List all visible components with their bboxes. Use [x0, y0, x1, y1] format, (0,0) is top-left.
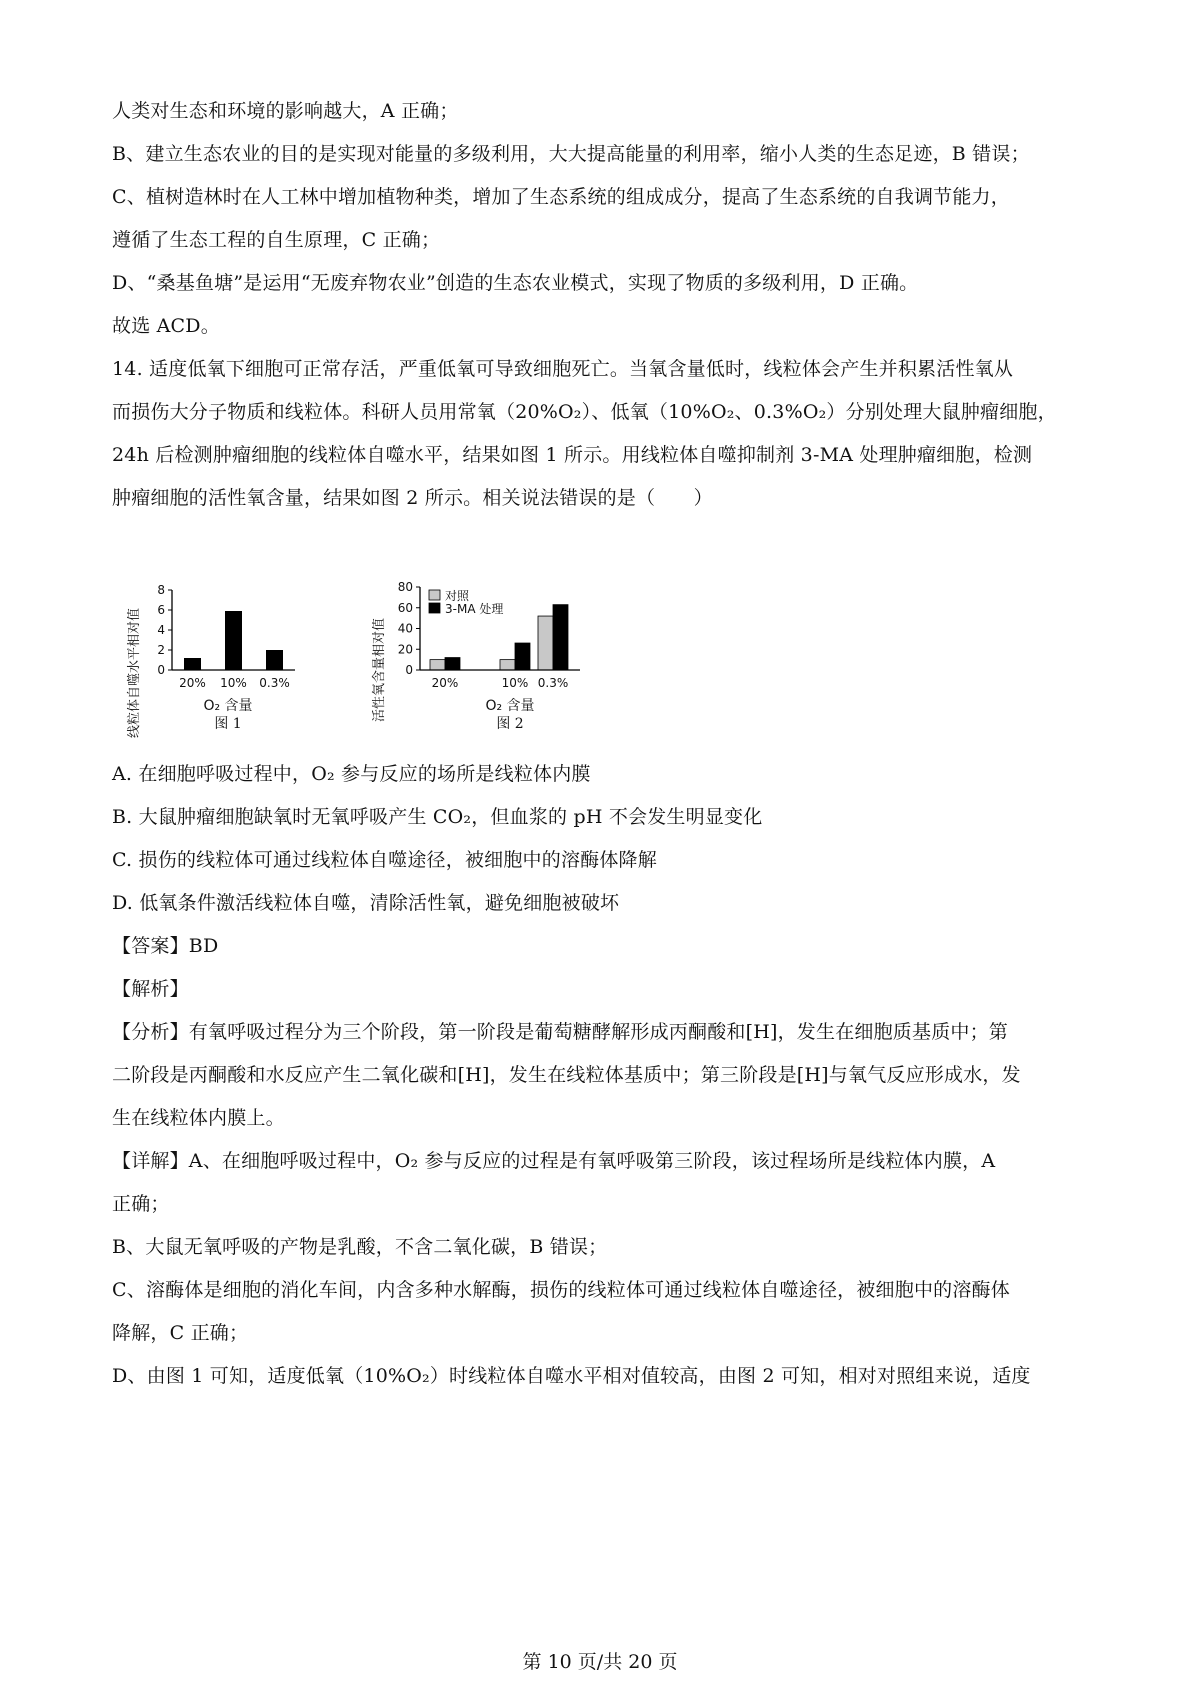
- y-tick-label: 2: [157, 643, 165, 657]
- detail-text: B、大鼠无氧呼吸的产物是乳酸，不含二氧化碳，B 错误；: [112, 1236, 608, 1258]
- option-d: D. 低氧条件激活线粒体自噬，清除活性氧，避免细胞被破坏: [112, 892, 620, 914]
- option-a: A. 在细胞呼吸过程中，O₂ 参与反应的场所是线粒体内膜: [112, 763, 591, 785]
- x-tick-label: 10%: [501, 676, 529, 690]
- page-footer: 第 10 页/共 20 页: [522, 1651, 678, 1673]
- x-tick-label: 0.3%: [537, 676, 569, 690]
- question-text: 14. 适度低氧下细胞可正常存活，严重低氧可导致细胞死亡。当氧含量低时，线粒体会产生并积累活性氧从: [112, 358, 1014, 380]
- legend-swatch: [429, 603, 440, 613]
- figure-caption: 图 1: [214, 716, 242, 732]
- analysis-text: 生在线粒体内膜上。: [112, 1107, 285, 1129]
- answer-line: 【答案】BD: [112, 935, 219, 957]
- x-tick-label: 20%: [179, 676, 206, 690]
- option-b: B. 大鼠肿瘤细胞缺氧时无氧呼吸产生 CO₂，但血浆的 pH 不会发生明显变化: [112, 806, 763, 828]
- y-tick-label: 0: [405, 663, 413, 677]
- y-axis-label: 线粒体自噬水平相对值: [127, 607, 142, 739]
- detail-text: 降解，C 正确；: [112, 1322, 249, 1344]
- text-line: 人类对生态和环境的影响越大，A 正确；: [112, 100, 459, 122]
- text-line: 遵循了生态工程的自生原理，C 正确；: [112, 229, 441, 251]
- bar: [515, 643, 530, 670]
- text-line: D、“桑基鱼塘”是运用“无废弃物农业”创造的生态农业模式，实现了物质的多级利用，D 正确。: [112, 272, 919, 294]
- question-text: 而损伤大分子物质和线粒体。科研人员用常氧（20%O₂）、低氧（10%O₂、0.3%O₂）分别处理大鼠肿瘤细胞，: [112, 401, 1057, 423]
- option-c: C. 损伤的线粒体可通过线粒体自噬途径，被细胞中的溶酶体降解: [112, 849, 657, 871]
- x-tick-label: 0.3%: [259, 676, 290, 690]
- y-tick-label: 80: [397, 580, 413, 594]
- x-tick-label: 10%: [220, 676, 247, 690]
- bar: [266, 650, 283, 670]
- y-axis-label: 活性氧含量相对值: [372, 617, 387, 723]
- analysis-heading: 【解析】: [112, 978, 189, 1000]
- y-tick-label: 6: [157, 603, 165, 617]
- y-tick-label: 8: [157, 583, 165, 597]
- bar: [430, 660, 445, 670]
- figure-caption: 图 2: [496, 716, 524, 732]
- question-text: 24h 后检测肿瘤细胞的线粒体自噬水平，结果如图 1 所示。用线粒体自噬抑制剂 3-MA 处理肿瘤细胞，检测: [112, 444, 1033, 466]
- bar: [500, 660, 515, 670]
- bar: [225, 611, 242, 670]
- detail-text: 正确；: [112, 1193, 170, 1215]
- analysis-text: 二阶段是丙酮酸和水反应产生二氧化碳和[H]，发生在线粒体基质中；第三阶段是[H]与氧气反应形成水，发: [112, 1064, 1021, 1086]
- text-line: B、建立生态农业的目的是实现对能量的多级利用，大大提高能量的利用率，缩小人类的生态足迹，B 错误；: [112, 143, 1030, 165]
- x-tick-label: 20%: [431, 676, 459, 690]
- x-axis-label: O₂ 含量: [485, 698, 535, 714]
- bar: [538, 616, 553, 670]
- y-tick-label: 40: [397, 621, 413, 636]
- text-line: 故选 ACD。: [112, 315, 220, 337]
- y-tick-label: 60: [397, 600, 413, 615]
- legend-label: 3-MA 处理: [445, 602, 504, 616]
- y-tick-label: 0: [157, 663, 165, 677]
- legend-label: 对照: [445, 589, 470, 603]
- legend-swatch: [429, 590, 440, 600]
- detail-text: C、溶酶体是细胞的消化车间，内含多种水解酶，损伤的线粒体可通过线粒体自噬途径，被细胞中的溶酶体: [112, 1279, 1010, 1301]
- y-tick-label: 20: [397, 642, 413, 657]
- x-axis-label: O₂ 含量: [203, 698, 253, 714]
- analysis-text: 【分析】有氧呼吸过程分为三个阶段，第一阶段是葡萄糖酵解形成丙酮酸和[H]，发生在细胞质基质中；第: [112, 1021, 1008, 1043]
- y-tick-label: 4: [157, 623, 165, 637]
- bar: [445, 658, 460, 670]
- question-text: 肿瘤细胞的活性氧含量，结果如图 2 所示。相关说法错误的是（ ）: [112, 487, 713, 509]
- detail-text: D、由图 1 可知，适度低氧（10%O₂）时线粒体自噬水平相对值较高，由图 2 可知，相对对照组来说，适度: [112, 1365, 1031, 1387]
- bar: [553, 605, 568, 670]
- text-line: C、植树造林时在人工林中增加植物种类，增加了生态系统的组成成分，提高了生态系统的自我调节能力，: [112, 186, 1010, 208]
- detail-text: 【详解】A、在细胞呼吸过程中，O₂ 参与反应的过程是有氧呼吸第三阶段，该过程场所是线粒体内膜，A: [112, 1150, 996, 1172]
- bar: [184, 658, 201, 670]
